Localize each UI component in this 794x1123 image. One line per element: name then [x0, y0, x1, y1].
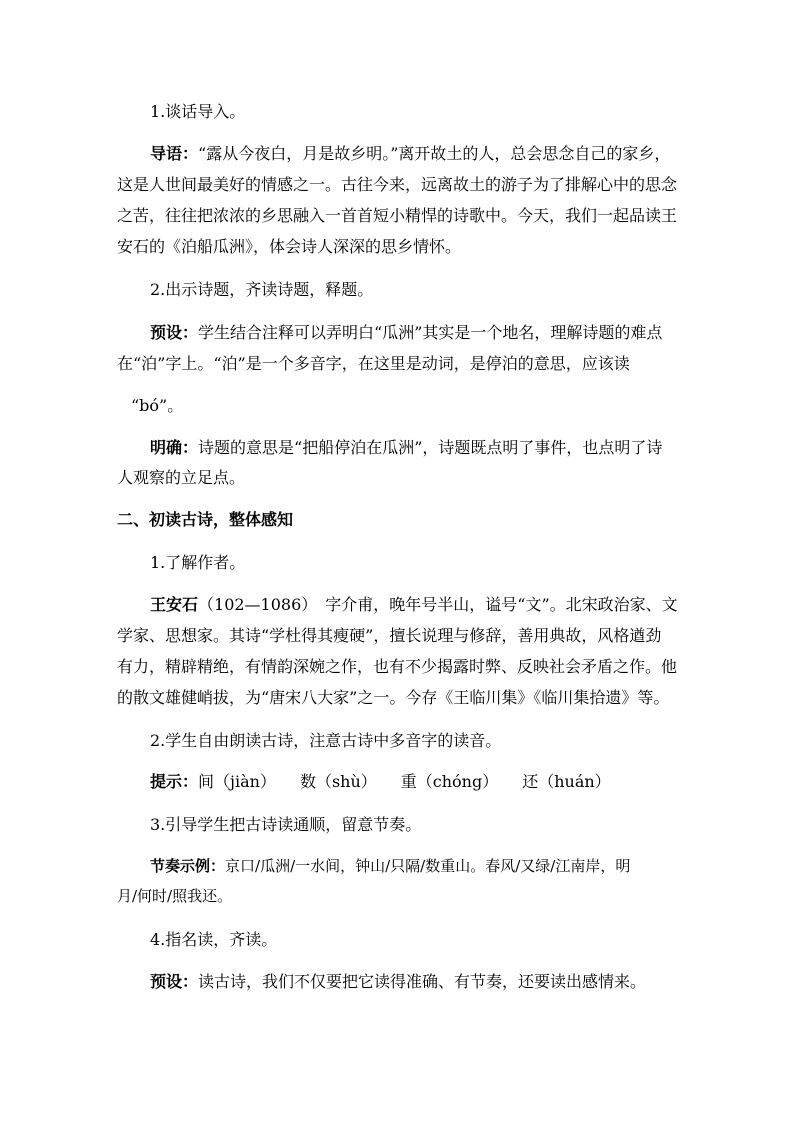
intro-paragraph-line: 导语：“露从今夜白，月是故乡明。”离开故土的人，总会思念自己的家乡， — [150, 144, 671, 163]
intro-paragraph-line: 安石的《泊船瓜洲》，体会诗人深深的思乡情怀。 — [117, 237, 462, 256]
author-paragraph-line: 有力，精辟精绝，有情韵深婉之作，也有不少揭露时弊、反映社会矛盾之作。他 — [117, 657, 678, 676]
preset-paragraph-line: 预设：学生结合注释可以弄明白“瓜洲”其实是一个地名，理解诗题的难点 — [150, 323, 663, 342]
item-show-title: 2.出示诗题，齐读诗题，释题。 — [150, 280, 374, 299]
preset-label: 预设： — [150, 972, 199, 991]
preset-paragraph-line: “bó”。 — [131, 396, 184, 415]
item-conversation-intro: 1.谈话导入。 — [150, 102, 246, 121]
item-about-author: 1.了解作者。 — [150, 553, 246, 572]
hint-label: 提示： — [150, 772, 199, 791]
item-read-fluently: 3.引导学生把古诗读通顺，留意节奏。 — [150, 815, 422, 834]
preset-paragraph-line: 预设：读古诗，我们不仅要把它读得准确、有节奏，还要读出感情来。 — [150, 972, 647, 991]
author-paragraph-line: 学家、思想家。其诗“学杜得其瘦硬”，擅长说理与修辞，善用典故，风格遒劲 — [117, 626, 662, 645]
author-paragraph-line: 王安石（102—1086） 字介甫，晚年号半山，谥号“文”。北宋政治家、文 — [150, 595, 678, 614]
author-name-label: 王安石 — [150, 595, 199, 614]
clarify-paragraph-line: 明确：诗题的意思是“把船停泊在瓜洲”，诗题既点明了事件，也点明了诗 — [150, 438, 663, 457]
preset-label: 预设： — [150, 323, 199, 342]
item-free-reading: 2.学生自由朗读古诗，注意古诗中多音字的读音。 — [150, 731, 502, 750]
hint-paragraph-line: 提示：间（jiàn） 数（shù） 重（chóng） 还（huán） — [150, 772, 611, 791]
rhythm-example-line: 节奏示例：京口/瓜洲/一水间，钟山/只隔/数重山。春风/又绿/江南岸，明 — [150, 857, 631, 875]
clarify-paragraph-line: 人观察的立足点。 — [117, 468, 246, 487]
item-named-reading: 4.指名读，齐读。 — [150, 930, 278, 949]
section-heading: 二、初读古诗，整体感知 — [117, 510, 294, 529]
author-paragraph-line: 的散文雄健峭拔，为“唐宋八大家”之一。今存《王临川集》《临川集拾遗》等。 — [117, 688, 670, 707]
intro-label: 导语： — [150, 144, 199, 163]
rhythm-example-label: 节奏示例： — [150, 857, 226, 875]
intro-paragraph-line: 这是人世间最美好的情感之一。古往今来，远离故土的游子为了排解心中的思念 — [117, 175, 678, 194]
clarify-label: 明确： — [150, 438, 199, 457]
intro-paragraph-line: 之苦，往往把浓浓的乡思融入一首首短小精悍的诗歌中。今天，我们一起品读王 — [117, 206, 678, 225]
preset-paragraph-line: 在“泊”字上。“泊”是一个多音字，在这里是动词，是停泊的意思，应该读 — [117, 354, 630, 373]
rhythm-example-line: 月/何时/照我还。 — [117, 887, 233, 905]
